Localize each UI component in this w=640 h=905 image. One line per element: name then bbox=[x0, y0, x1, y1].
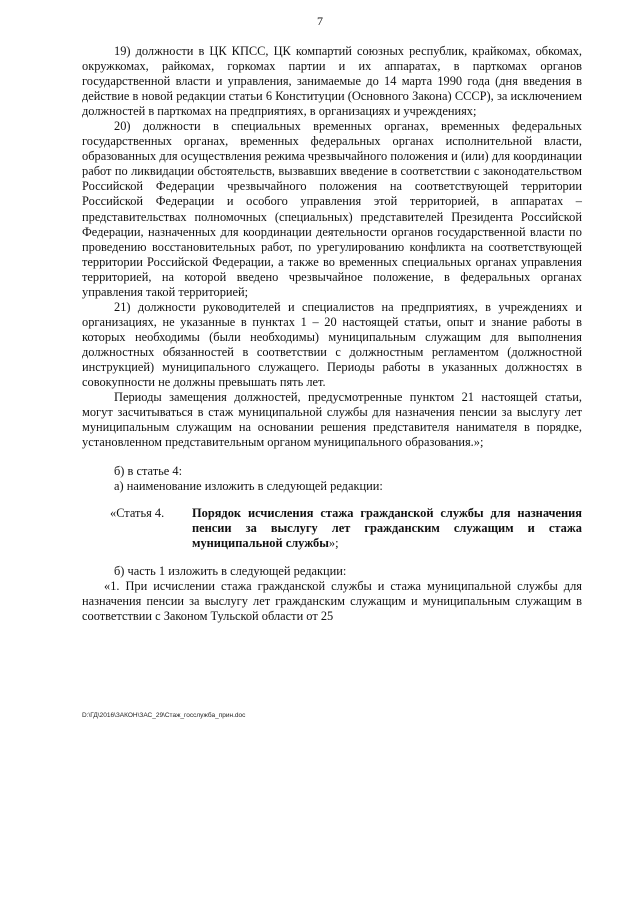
amendment-item-a: а) наименование изложить в следующей редакции: bbox=[114, 479, 383, 494]
part-1-text: «1. При исчислении стажа гражданской службы и стажа муниципальной службы для назначения пенсии за выслугу лет гражданским служащим и муниципальным служащим в соответствии с Законом Тульской области от 25 bbox=[82, 578, 582, 623]
article-title-tail: »; bbox=[328, 536, 339, 551]
article-label: «Статья 4. bbox=[110, 506, 165, 521]
amendment-part-1: б) часть 1 изложить в следующей редакции: bbox=[114, 563, 347, 578]
page-number: 7 bbox=[317, 14, 323, 28]
amendment-item-b: б) в статье 4: bbox=[114, 464, 183, 479]
document-body bbox=[82, 44, 582, 624]
file-path-footer: D:\ГД\2016\ЗАКОН\ЗАС_29\Стаж_госслужба_прин.doc bbox=[82, 712, 246, 719]
paragraph-item-19: 19) должности в ЦК КПСС, ЦК компартий союзных республик, крайкомах, обкомах, окружкомах, райкомах, горкомах партии и их аппаратах, в парткомах органов государственной власти и управления, занимаемые до 14 марта 1990 года (дня введения в действие в новой редакции статьи 6 Конституции (Основного Закона) СССР), за исключением должностей в парткомах на предприятиях, в организациях и учреждениях; bbox=[82, 44, 582, 119]
article-title bbox=[192, 506, 582, 551]
article-heading bbox=[110, 506, 582, 551]
paragraph-item-20: 20) должности в специальных временных органах, временных федеральных государственных органах, временных федеральных органах исполнительной власти, образованных для осуществления режима чрезвычайного положения и (или) для координации работ по ликвидации обстоятельств, вызвавших введение в соответствии с законодательством Российской Федерации чрезвычайного положения на соответствующей территории Российской Федерации и особого управления этой территорией, в аппаратах – представительствах полномочных (специальных) представителей Президента Российской Федерации, назначенных для координации деятельности органов государственной власти по проведению восстановительных работ, по урегулированию конфликта на соответствующей территории Российской Федерации, а также во временных специальных органах управления территорией, на которой введено чрезвычайное положение, в федеральных органах управления такой территорией; bbox=[82, 119, 582, 299]
paragraph-periods: Периоды замещения должностей, предусмотренные пунктом 21 настоящей статьи, могут засчитываться в стаж муниципальной службы для назначения пенсии за выслугу лет муниципальным служащим на основании решения представителя нанимателя в порядке, установленном представительным органом муниципального образования.»; bbox=[82, 390, 582, 450]
paragraph-item-21: 21) должности руководителей и специалистов на предприятиях, в учреждениях и организациях, не указанные в пунктах 1 – 20 настоящей статьи, опыт и знание работы в которых необходимы (были необходимы) муниципальным служащим для выполнения должностных обязанностей в соответствии с должностным регламентом (должностной инструкцией) муниципального служащего. Периоды работы в указанных должностях в совокупности не должны превышать пять лет. bbox=[82, 299, 582, 390]
article-title-text: Порядок исчисления стажа гражданской службы для назначения пенсии за выслугу лет гражданским служащим и стажа муниципальной службы bbox=[192, 506, 582, 551]
